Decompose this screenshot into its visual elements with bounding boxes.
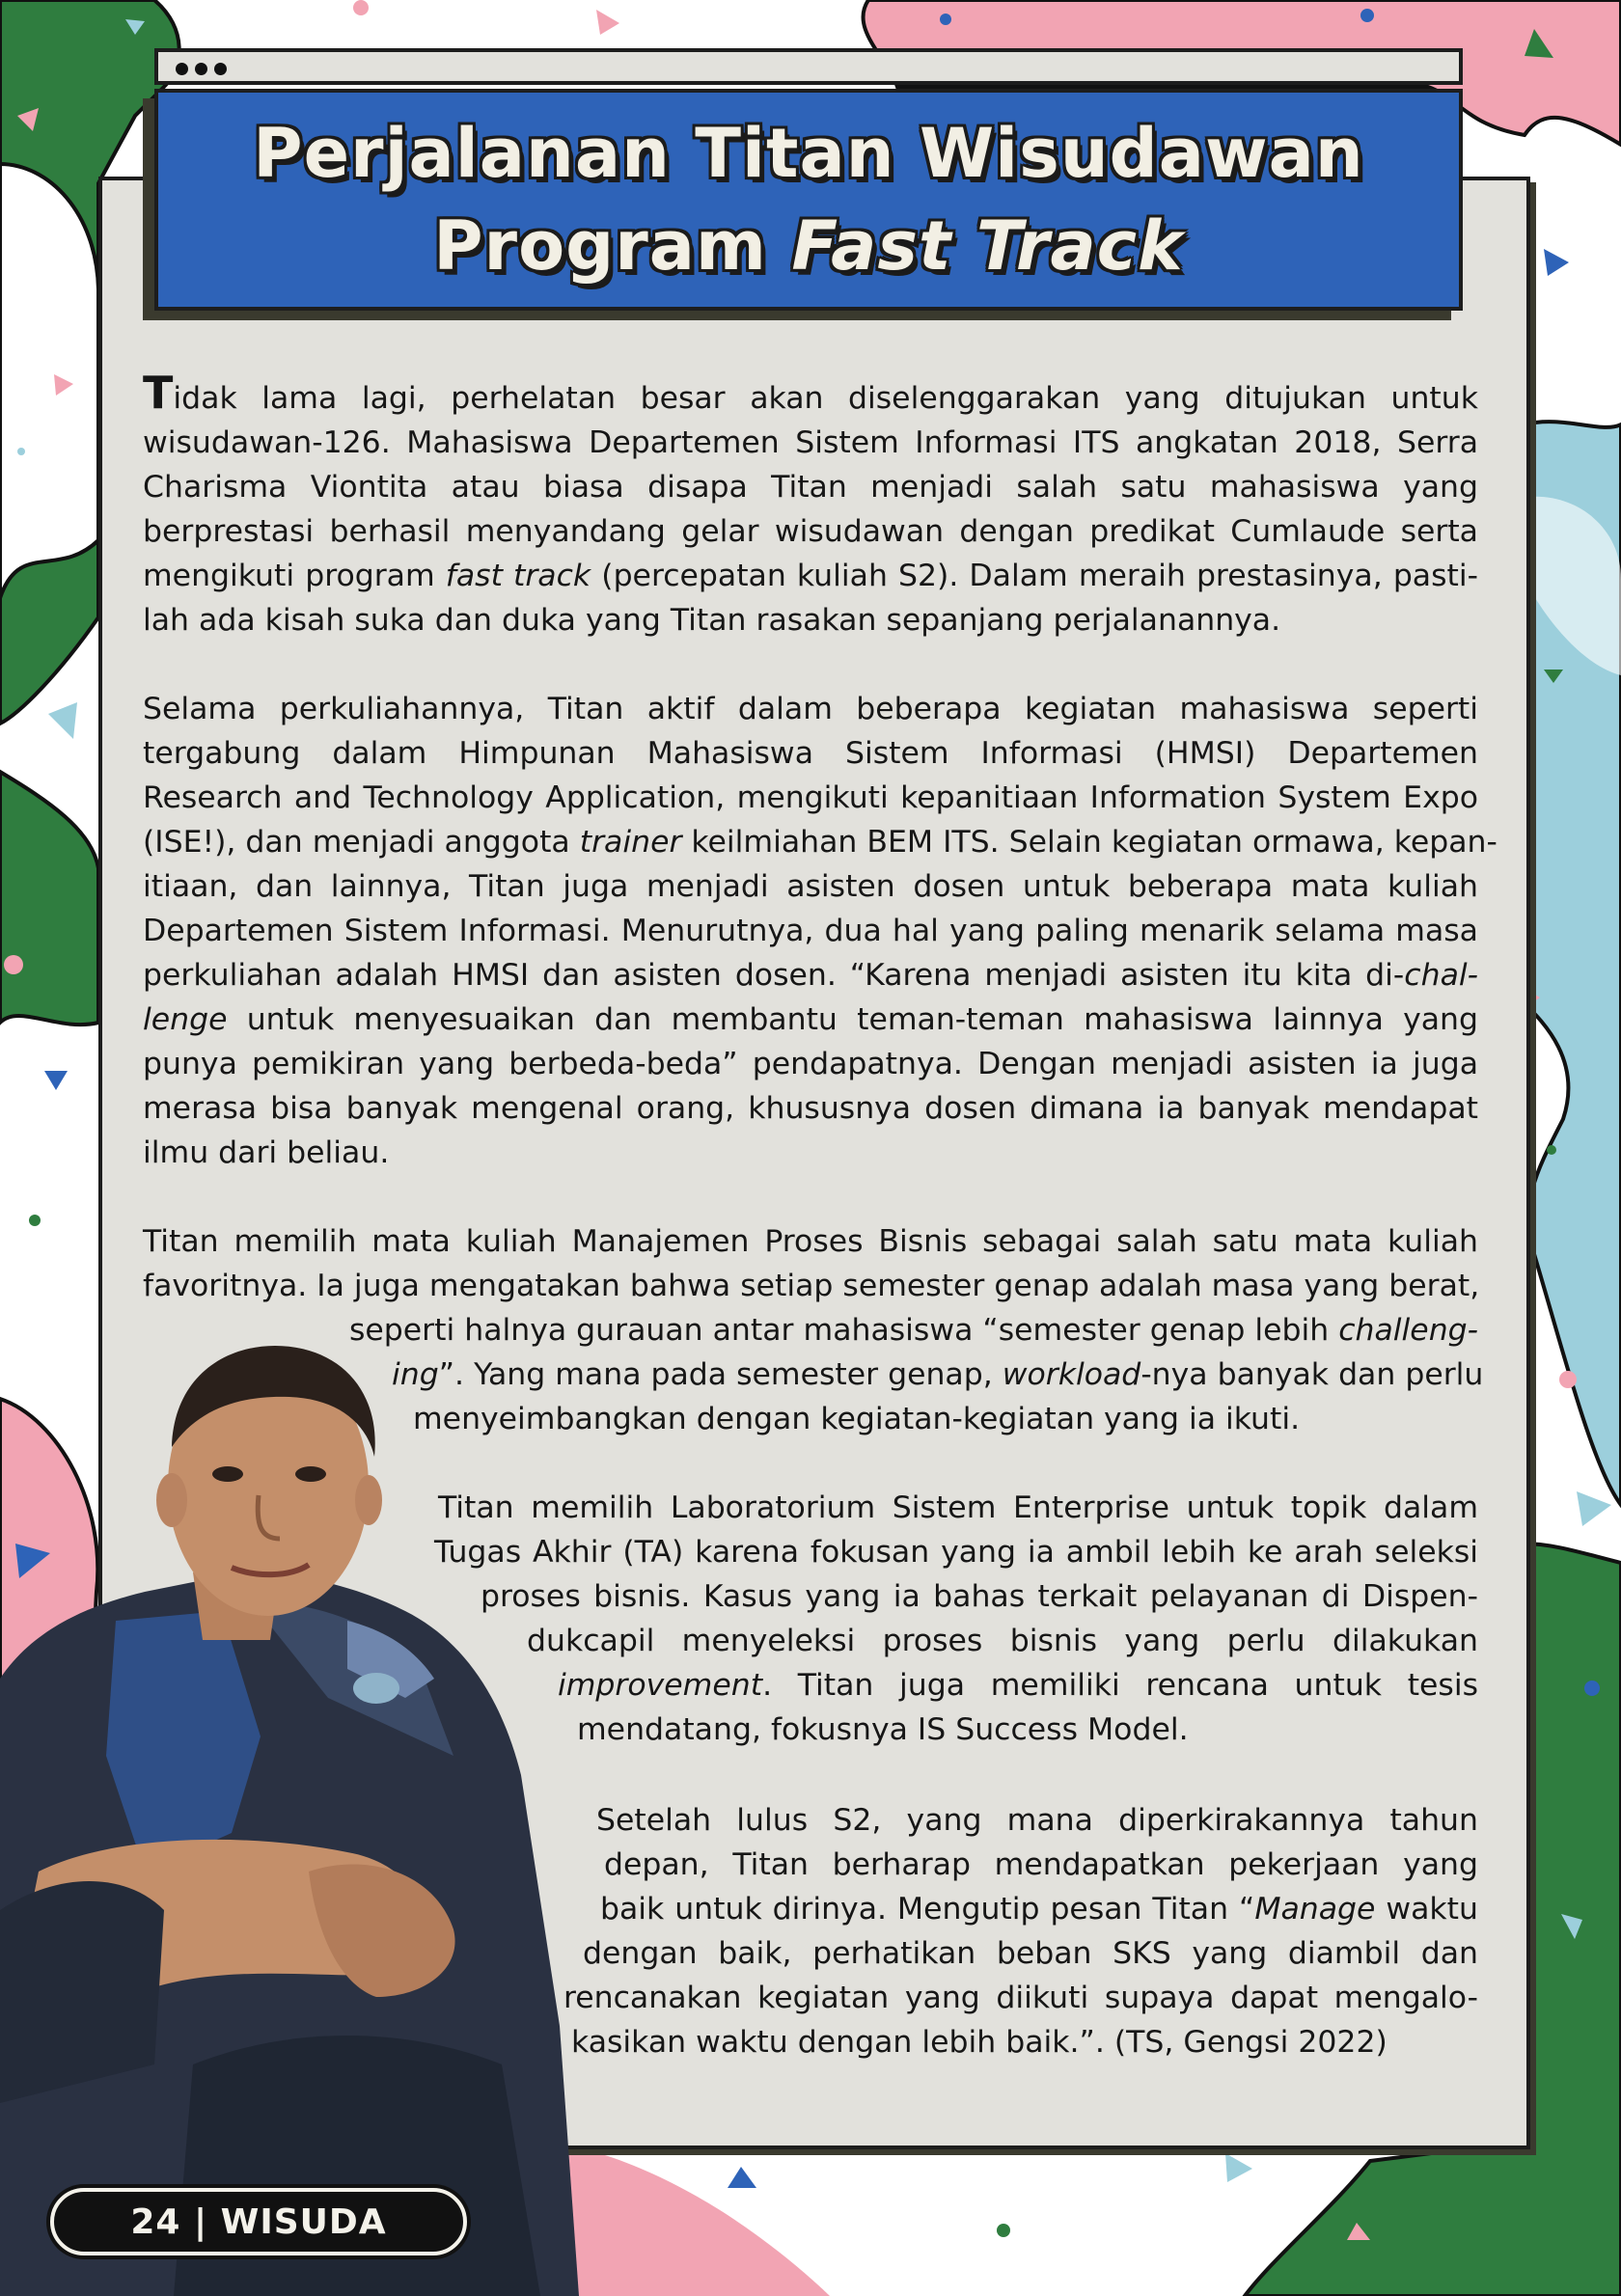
page-title-line-2: [433, 200, 1183, 292]
paragraph-line: Tugas Akhir (TA) karena fokusan yang ia ambil lebih ke arah seleksi: [434, 1535, 1478, 1570]
paragraph-line: favoritnya. Ia juga mengatakan bahwa setiap semester genap adalah masa yang berat,: [143, 1269, 1480, 1303]
title-window: [154, 89, 1463, 311]
title-plain: Program: [433, 206, 792, 286]
paragraph-line: lah ada kisah suka dan duka yang Titan rasakan sepanjang perjalanannya.: [143, 603, 1281, 638]
confetti: [997, 2224, 1010, 2237]
confetti: [1577, 1491, 1611, 1526]
window-dot-icon: [195, 63, 207, 75]
confetti: [940, 14, 951, 25]
paragraph-line: baik untuk dirinya. Mengutip pesan Titan “Manage waktu: [600, 1892, 1478, 1927]
green-blob: [0, 772, 98, 1025]
paragraph-line: dukcapil menyeleksi proses bisnis yang perlu dilakukan: [527, 1624, 1478, 1658]
confetti: [29, 1215, 41, 1226]
paragraph-line: depan, Titan berharap mendapatkan pekerjaan yang: [604, 1847, 1478, 1882]
confetti: [44, 1071, 68, 1090]
confetti: [48, 702, 77, 739]
confetti: [1360, 9, 1374, 22]
page-number-badge: [50, 2188, 467, 2255]
paragraph-line: ing”. Yang mana pada semester genap, workload-nya banyak dan perlu: [392, 1357, 1484, 1392]
page-title-line-1: Perjalanan Titan Wisudawan: [253, 114, 1364, 193]
dropcap: T: [143, 367, 174, 419]
paragraph-line: (ISE!), dan menjadi anggota trainer keilmiahan BEM ITS. Selain kegiatan ormawa, kepan-: [143, 825, 1497, 860]
paragraph-line: Setelah lulus S2, yang mana diperkirakannya tahun: [596, 1803, 1478, 1838]
confetti: [1544, 249, 1569, 276]
confetti: [1547, 1145, 1556, 1155]
page-number-label: 24 | WISUDA: [130, 2201, 387, 2242]
confetti: [4, 955, 23, 974]
paragraph-line: itiaan, dan lainnya, Titan juga menjadi asisten dosen untuk beberapa mata kuliah: [143, 869, 1478, 904]
paragraph-line: Tidak lama lagi, perhelatan besar akan diselenggarakan yang ditujukan untuk: [143, 367, 1478, 419]
confetti: [1225, 2153, 1252, 2182]
paragraph-line: lenge untuk menyesuaikan dan membantu teman-teman mahasiswa lainnya yang: [143, 1002, 1478, 1037]
graduate-photo: [0, 1331, 618, 2296]
paragraph-line: kasikan waktu dengan lebih baik.”. (TS, Gengsi 2022): [571, 2025, 1387, 2060]
paragraph-line: ilmu dari beliau.: [143, 1135, 390, 1170]
paragraph-line: Titan memilih Laboratorium Sistem Enterprise untuk topik dalam: [438, 1490, 1478, 1525]
paragraph-line: punya pemikiran yang berbeda-beda” pendapatnya. Dengan menjadi asisten ia juga: [143, 1047, 1478, 1081]
paragraph-line: berprestasi berhasil menyandang gelar wisudawan dengan predikat Cumlaude serta: [143, 514, 1478, 549]
window-dot-icon: [214, 63, 227, 75]
confetti: [1559, 1371, 1577, 1388]
paragraph-line: Titan memilih mata kuliah Manajemen Proses Bisnis sebagai salah satu mata kuliah: [143, 1224, 1478, 1259]
confetti: [17, 448, 25, 455]
paragraph-line: Research and Technology Application, mengikuti kepanitiaan Information System Expo: [143, 780, 1478, 815]
window-dot-icon: [176, 63, 188, 75]
paragraph-line: mendatang, fokusnya IS Success Model.: [577, 1712, 1189, 1747]
title-window-bar: [154, 48, 1463, 85]
paragraph-line: wisudawan-126. Mahasiswa Departemen Sistem Informasi ITS angkatan 2018, Serra: [143, 425, 1478, 460]
white-wave: [0, 164, 98, 598]
paragraph-line: Charisma Viontita atau biasa disapa Titan menjadi salah satu mahasiswa yang: [143, 470, 1478, 505]
title-italic: Fast Track: [791, 206, 1184, 286]
confetti: [353, 0, 369, 15]
paragraph-line: proses bisnis. Kasus yang ia bahas terkait pelayanan di Dispen-: [481, 1579, 1478, 1614]
paragraph-line: dengan baik, perhatikan beban SKS yang diambil dan: [583, 1936, 1478, 1971]
paragraph-line: seperti halnya gurauan antar mahasiswa “semester genap lebih challeng-: [349, 1313, 1479, 1348]
paragraph-line: menyeimbangkan dengan kegiatan-kegiatan yang ia ikuti.: [413, 1402, 1301, 1436]
confetti: [1584, 1681, 1600, 1696]
confetti: [728, 2167, 756, 2188]
paragraph-line: Selama perkuliahannya, Titan aktif dalam beberapa kegiatan mahasiswa seperti: [143, 692, 1478, 726]
paragraph-line: improvement. Titan juga memiliki rencana untuk tesis: [558, 1668, 1478, 1703]
paragraph-line: perkuliahan adalah HMSI dan asisten dosen. “Karena menjadi asisten itu kita di-chal-: [143, 958, 1478, 993]
paragraph-line: rencanakan kegiatan yang diikuti supaya dapat mengalo-: [563, 1981, 1478, 2015]
paragraph-line: merasa bisa banyak mengenal orang, khususnya dosen dimana ia banyak mendapat: [143, 1091, 1478, 1126]
confetti: [596, 10, 619, 35]
paragraph-line: Departemen Sistem Informasi. Menurutnya, dua hal yang paling menarik selama masa: [143, 914, 1478, 948]
paragraph-line: mengikuti program fast track (percepatan kuliah S2). Dalam meraih prestasinya, pasti-: [143, 559, 1478, 593]
paragraph-line: tergabung dalam Himpunan Mahasiswa Sistem Informasi (HMSI) Departemen: [143, 736, 1478, 771]
